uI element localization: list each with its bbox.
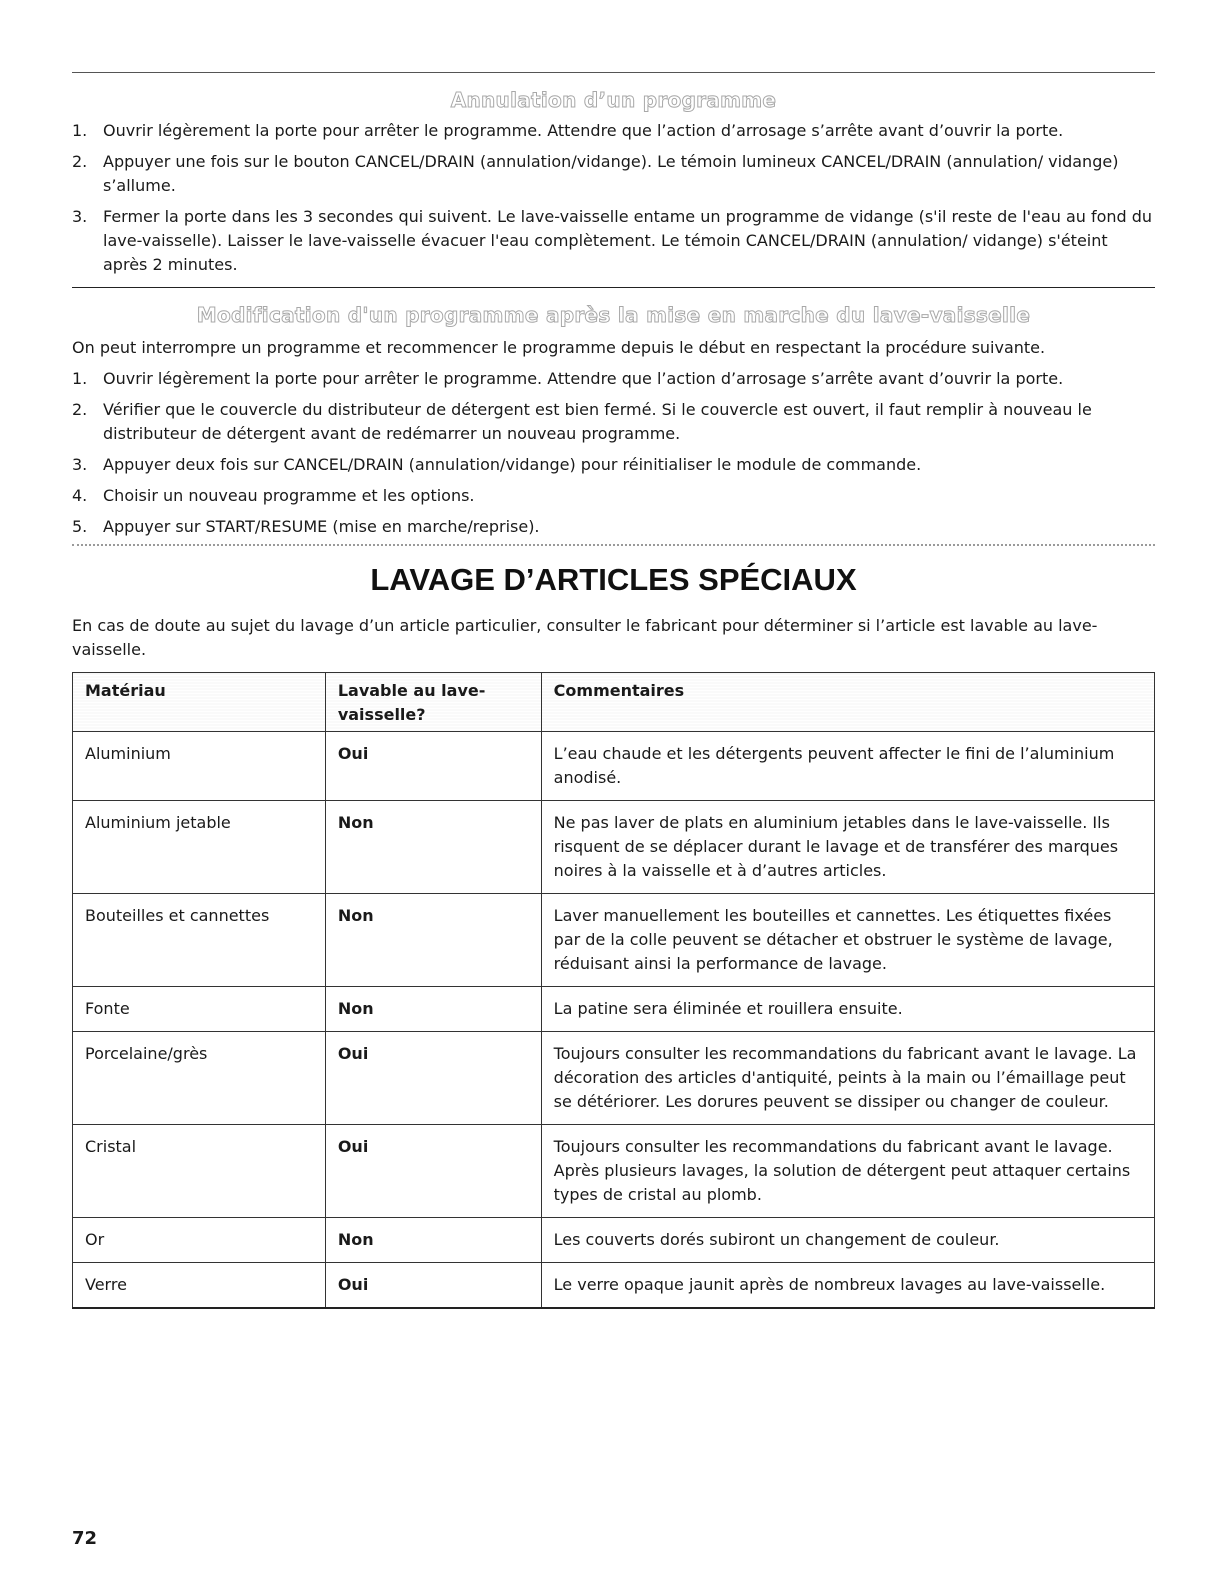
section-heading-cancel: Annulation d’un programme	[450, 88, 777, 112]
cell-comment: Le verre opaque jaunit après de nombreux lavages au lave-vaisselle.	[541, 1263, 1154, 1309]
dotted-divider	[72, 544, 1155, 546]
table-row	[73, 1125, 1155, 1218]
header-material: Matériau	[73, 673, 326, 732]
list-item: 2. Vérifier que le couvercle du distributeur de détergent est bien fermé. Si le couvercle est ouvert, il faut remplir à nouveau le distributeur de détergent avant de redémarrer un nouveau programme.	[72, 400, 1092, 443]
materials-table	[72, 672, 1155, 1309]
section-heading-modify: Modification d'un programme après la mise en marche du lave-vaisselle	[196, 303, 1031, 327]
list-item: 1. Ouvrir légèrement la porte pour arrêter le programme. Attendre que l’action d’arrosage s’arrête avant d’ouvrir la porte.	[72, 369, 1064, 388]
table-row	[73, 1032, 1155, 1125]
cell-washable: Non	[325, 1218, 541, 1263]
cell-material: Porcelaine/grès	[73, 1032, 326, 1125]
cell-material: Aluminium jetable	[73, 801, 326, 894]
table-row	[73, 801, 1155, 894]
cell-comment: Toujours consulter les recommandations du fabricant avant le lavage. La décoration des articles d'antiquité, peints à la main ou l’émaillage peut se détériorer. Les dorures peuvent se dissiper ou changer de couleur.	[541, 1032, 1154, 1125]
top-divider	[72, 72, 1155, 73]
cancel-steps-list	[72, 119, 1155, 284]
table-row	[73, 987, 1155, 1032]
table-row	[73, 1218, 1155, 1263]
cell-washable: Non	[325, 894, 541, 987]
table-row	[73, 732, 1155, 801]
cell-material: Cristal	[73, 1125, 326, 1218]
header-washable: Lavable au lave-vaisselle?	[325, 673, 541, 732]
special-items-intro: En cas de doute au sujet du lavage d’un article particulier, consulter le fabricant pour déterminer si l’article est lavable au lave-vaisselle.	[72, 616, 1098, 659]
modify-steps-list	[72, 367, 1155, 546]
table-row	[73, 1263, 1155, 1309]
cell-material: Or	[73, 1218, 326, 1263]
cell-comment: Ne pas laver de plats en aluminium jetables dans le lave-vaisselle. Ils risquent de se déplacer durant le lavage et de transférer des marques noires à la vaisselle et à d’autres articles.	[541, 801, 1154, 894]
cell-material: Aluminium	[73, 732, 326, 801]
list-item: 3. Appuyer deux fois sur CANCEL/DRAIN (annulation/vidange) pour réinitialiser le module de commande.	[72, 455, 922, 474]
list-item: 3. Fermer la porte dans les 3 secondes qui suivent. Le lave-vaisselle entame un programme de vidange (s'il reste de l'eau au fond du lave-vaisselle). Laisser le lave-vaisselle évacuer l'eau complètement. Le témoin CANCEL/DRAIN (annulation/ vidange) s'éteint après 2 minutes.	[72, 207, 1153, 274]
cell-washable: Non	[325, 801, 541, 894]
cell-comment: Les couverts dorés subiront un changement de couleur.	[541, 1218, 1154, 1263]
cell-washable: Non	[325, 987, 541, 1032]
cell-washable: Oui	[325, 732, 541, 801]
cell-comment: Toujours consulter les recommandations du fabricant avant le lavage. Après plusieurs lavages, la solution de détergent peut attaquer certains types de cristal au plomb.	[541, 1125, 1154, 1218]
page-title: LAVAGE D’ARTICLES SPÉCIAUX	[370, 562, 857, 597]
cell-washable: Oui	[325, 1125, 541, 1218]
list-item: 1. Ouvrir légèrement la porte pour arrêter le programme. Attendre que l’action d’arrosage s’arrête avant d’ouvrir la porte.	[72, 121, 1064, 140]
table-row	[73, 894, 1155, 987]
list-item: 2. Appuyer une fois sur le bouton CANCEL/DRAIN (annulation/vidange). Le témoin lumineux CANCEL/DRAIN (annulation/ vidange) s’allume.	[72, 152, 1119, 195]
cell-washable: Oui	[325, 1032, 541, 1125]
header-comments: Commentaires	[541, 673, 1154, 732]
cell-comment: L’eau chaude et les détergents peuvent affecter le fini de l’aluminium anodisé.	[541, 732, 1154, 801]
section-divider	[72, 287, 1155, 288]
cell-comment: Laver manuellement les bouteilles et cannettes. Les étiquettes fixées par de la colle peuvent se détacher et obstruer le système de lavage, réduisant ainsi la performance de lavage.	[541, 894, 1154, 987]
cell-washable: Oui	[325, 1263, 541, 1309]
cell-material: Fonte	[73, 987, 326, 1032]
list-item: 4. Choisir un nouveau programme et les options.	[72, 486, 475, 505]
modify-intro: On peut interrompre un programme et recommencer le programme depuis le début en respectant la procédure suivante.	[72, 338, 1046, 357]
list-item: 5. Appuyer sur START/RESUME (mise en marche/reprise).	[72, 517, 540, 536]
table-header-row	[73, 673, 1155, 732]
cell-material: Bouteilles et cannettes	[73, 894, 326, 987]
page-number: 72	[72, 1528, 98, 1549]
cell-comment: La patine sera éliminée et rouillera ensuite.	[541, 987, 1154, 1032]
cell-material: Verre	[73, 1263, 326, 1309]
